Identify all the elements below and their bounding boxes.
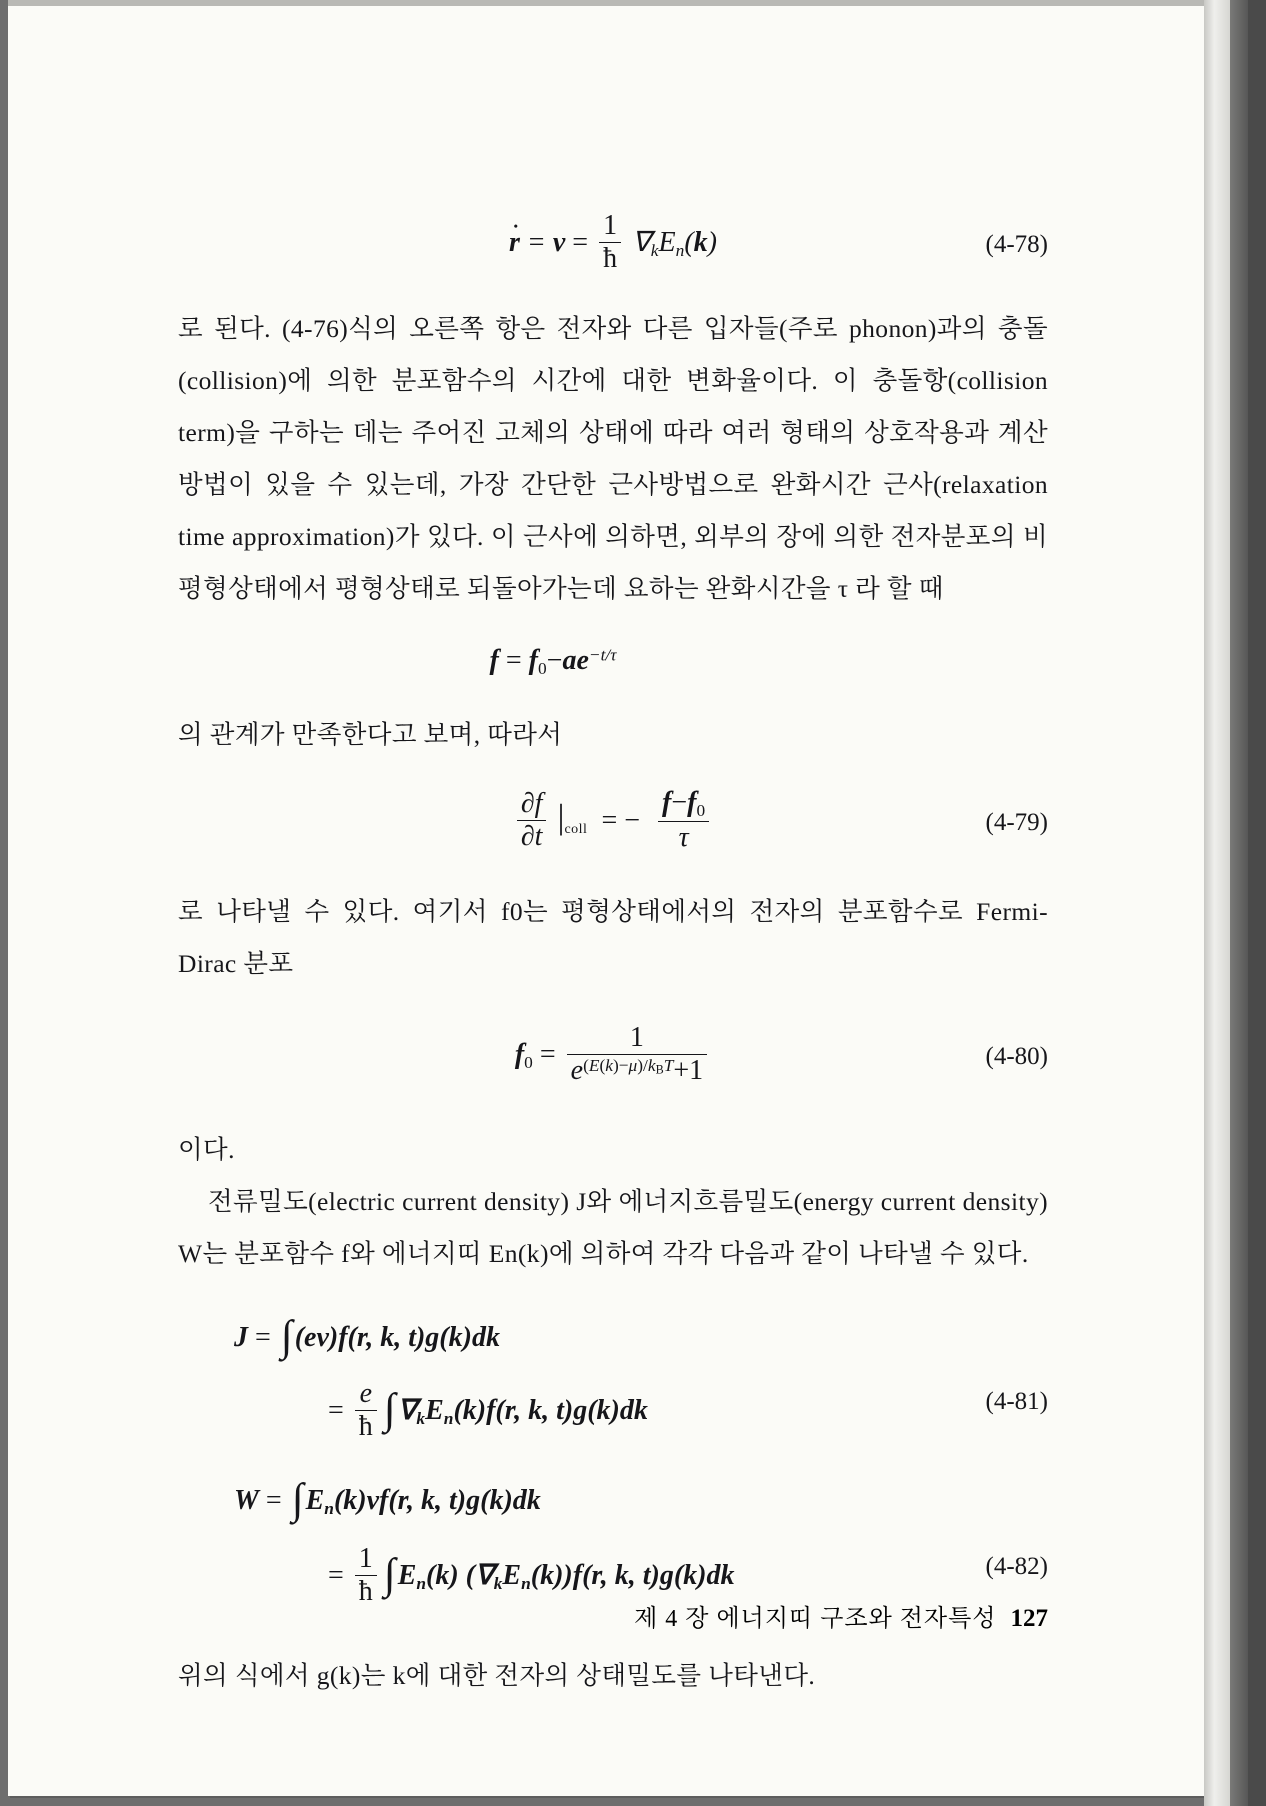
paragraph-6: 위의 식에서 g(k)는 k에 대한 전자의 상태밀도를 나타낸다. — [178, 1661, 816, 1691]
equation-4-82-line-2-body: = $\frac{1}{ħ}$ $\int E_n(k)$ $(\nabla_kE_n(k))f(r$, k, t)g(k)dk — [328, 1542, 735, 1608]
footer-chapter-title: 제 4 장 에너지띠 구조와 전자특성 — [634, 1606, 997, 1632]
equation-4-82-line-1-body: $W = \int E_n(k)vf(r$, k, t)g(k)dk — [234, 1474, 541, 1523]
page-footer — [178, 1598, 1048, 1633]
equation-4-80-body: $f_0$ = $\frac{1}{e^{(E(k)-\mu)/kBT}+1}$ — [515, 1024, 711, 1089]
paragraph-4: 이다. — [178, 1134, 235, 1164]
equation-4-79-body: $\frac{\partial f}{\partial t}$ |coll = − $\frac{f-f_0}{\tau}$ — [513, 789, 713, 856]
equation-4-78 — [178, 212, 1048, 277]
equation-4-79 — [178, 789, 1048, 856]
equation-4-81-line-1 — [178, 1311, 1048, 1360]
scanned-book-page — [8, 6, 1204, 1796]
equation-4-78-body: r • = v = $\frac{1}{ħ}$ $\nabla_kE_n(k)$ — [509, 212, 717, 277]
page-edge-highlight — [1204, 0, 1230, 1806]
equation-4-81-line-2 — [178, 1377, 1048, 1445]
equation-relaxation-body: $f = f_0-ae^{-t/\tau}$ — [489, 645, 617, 679]
equation-4-80-number: (4-80) — [985, 1042, 1048, 1070]
equation-4-81-line-2-body: = $\frac{e}{ħ}$ $\int\nabla_kE_n(k)f(r$, k, t)g(k)dk — [328, 1377, 648, 1442]
page-edge-shadow — [1230, 0, 1248, 1806]
equation-relaxation — [178, 645, 1048, 679]
paragraph-3: 로 나타낼 수 있다. 여기서 f0는 평형상태에서의 전자의 분포함수로 Fermi-Dirac 분포 — [178, 897, 1048, 979]
equation-4-80 — [178, 1024, 1048, 1089]
equation-4-82-number: (4-82) — [985, 1552, 1048, 1580]
page-number: 127 — [1010, 1605, 1048, 1632]
equation-4-81-number: (4-81) — [985, 1387, 1048, 1415]
equation-4-79-number: (4-79) — [985, 808, 1048, 836]
equation-4-82-line-1 — [178, 1474, 1048, 1523]
paragraph-2: 의 관계가 만족한다고 보며, 따라서 — [178, 720, 563, 750]
background-surface — [1248, 0, 1266, 1806]
equation-4-81-line-1-body: J = ∫(ev)f(r, k, t)g(k)dk — [234, 1311, 500, 1360]
paragraph-1: 로 된다. (4-76)식의 오른쪽 항은 전자와 다른 입자들(주로 phonon)과의 충돌(collision)에 의한 분포함수의 시간에 대한 변화율이다. 이 충돌항(collision term)을 구하는 데는 주어진 고체의 상태에 따라 여러 형태의 상호작용과 계산방법이 있을 수 있는데, 가장 간단한 근사방법으로 완화시간 근사(relaxation time approximation)가 있다. 이 근사에 의하면, 외부의 장에 의한 전자분포의 비평형상태에서 평형상태로 되돌아가는데 요하는 완화시간을 τ 라 할 때 — [178, 314, 1048, 604]
paragraph-5: 전류밀도(electric current density) J와 에너지흐름밀도(energy current density) W는 분포함수 f와 에너지띠 En(k)에 의하여 각각 다음과 같이 나타낼 수 있다. — [178, 1186, 1048, 1268]
equation-4-78-number: (4-78) — [985, 230, 1048, 258]
page-content — [178, 186, 1048, 1702]
